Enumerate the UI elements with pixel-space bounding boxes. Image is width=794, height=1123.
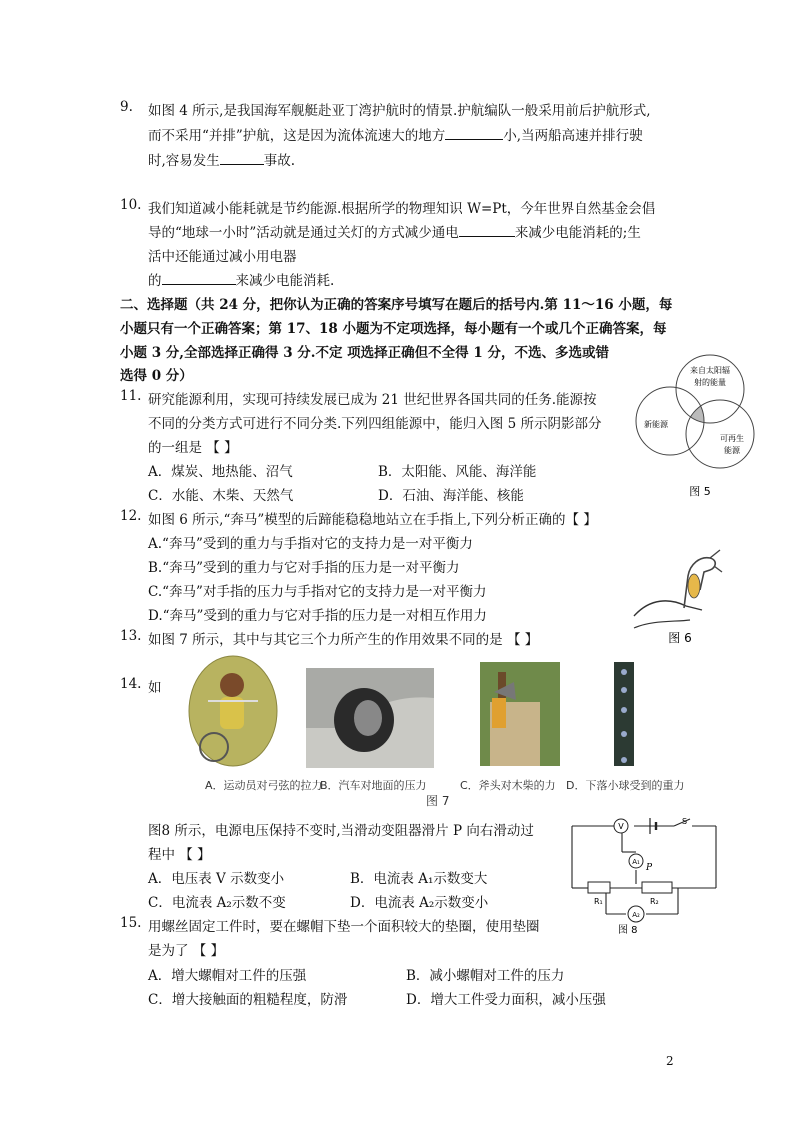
figure-7c-axe-wood-photo [480, 662, 560, 766]
q12-line1: 如图 6 所示,“奔马”模型的后蹄能稳稳地站立在手指上,下列分析正确的【 】 [148, 512, 597, 528]
q11-line3: 的一组是 【 】 [148, 440, 238, 456]
ball [621, 707, 627, 713]
label-renewable: 可再生 [720, 434, 744, 443]
figure-8-circuit-diagram [566, 814, 722, 936]
label-new-energy: 新能源 [644, 420, 668, 429]
q11-number: 11. [120, 388, 142, 404]
figure-5-venn-diagram [632, 343, 758, 503]
q12-option-b: B.“奔马”受到的重力与它对手指的压力是一对平衡力 [148, 560, 460, 576]
horse-yellow-detail [688, 574, 700, 598]
q9-line3: 时,容易发生 事故. [148, 153, 296, 169]
switch-label: S [682, 817, 688, 826]
blank [162, 272, 236, 285]
q10-number: 10. [120, 197, 142, 213]
q14-option-d: D．电流表 A₂示数变小 [350, 895, 489, 911]
q9-line1: 如图 4 所示,是我国海军舰艇赴亚丁湾护航时的情景.护航编队一般采用前后护航形式, [148, 103, 651, 119]
ball [621, 757, 627, 763]
q14-line2: 程中 【 】 [148, 847, 211, 863]
figure-7d-caption: D．下落小球受到的重力 [566, 779, 685, 792]
q9-line2: 而不采用“并排”护航，这是因为流体流速大的地方 小,当两船高速并排行驶 [148, 128, 643, 144]
q12-option-a: A.“奔马”受到的重力与手指对它的支持力是一对平衡力 [148, 536, 473, 552]
rheostat-r2 [642, 882, 672, 893]
background [614, 662, 634, 766]
q15-line2: 是为了 【 】 [148, 943, 225, 959]
page-number: 2 [666, 1054, 674, 1068]
q11-line1: 研究能源利用，实现可持续发展已成为 21 世纪世界各国共同的任务.能源按 [148, 392, 597, 408]
q14-line1: 图8 所示，电源电压保持不变时,当滑动变阻器滑片 P 向右滑动过 [148, 823, 534, 839]
wheel-rim [354, 700, 382, 736]
figure-7d-falling-ball-photo [614, 662, 634, 766]
slider-p-label: P [646, 863, 653, 873]
q15-option-a: A．增大螺帽对工件的压强 [148, 968, 307, 984]
blank [459, 224, 515, 237]
blank [445, 127, 503, 140]
ammeter-a1-label: A₁ [632, 858, 640, 866]
figure-5-caption: 图 5 [689, 485, 711, 498]
figure-7b-caption: B．汽车对地面的压力 [320, 779, 427, 792]
q11-option-b: B．太阳能、风能、海洋能 [378, 464, 537, 480]
rheostat-r2-label: R₂ [650, 897, 659, 906]
ball [621, 731, 627, 737]
q15-option-c: C．增大接触面的粗糙程度，防滑 [148, 992, 348, 1008]
figure-8-caption: 图 8 [618, 925, 638, 936]
split-wood [492, 698, 506, 728]
section2-line3: 小题 3 分,全部选择正确得 3 分.不定 项选择正确但不全得 1 分，不选、多选或错 [120, 345, 609, 361]
voltmeter-label: V [618, 822, 624, 831]
figure-7b-car-tire-photo [306, 668, 434, 768]
q9-number: 9. [120, 99, 133, 115]
figure-7c-caption: C．斧头对木柴的力 [460, 779, 556, 792]
label-solar-2: 射的能量 [694, 378, 726, 387]
ball [621, 669, 627, 675]
hand-outline-lower [634, 620, 690, 628]
q11-option-c: C．水能、木柴、天然气 [148, 488, 294, 504]
q13-line1: 如图 7 所示，其中与其它三个力所产生的作用效果不同的是 【 】 [148, 632, 539, 648]
ammeter-a2-label: A₂ [632, 911, 640, 919]
q10-line4: 的 来减少电能消耗. [148, 273, 335, 289]
resistor-r1-label: R₁ [594, 897, 603, 906]
q12-number: 12. [120, 508, 142, 524]
q14-start: 如 [148, 680, 162, 696]
q11-option-a: A．煤炭、地热能、沼气 [148, 464, 293, 480]
ball [621, 687, 627, 693]
q12-option-d: D.“奔马”受到的重力与它对手指的压力是一对相互作用力 [148, 608, 487, 624]
q10-line1: 我们知道减小能耗就是节约能源.根据所学的物理知识 W=Pt，今年世界自然基金会倡 [148, 201, 656, 217]
archer-head [220, 673, 244, 697]
figure-6-horse-on-finger [630, 536, 728, 646]
q14-option-c: C．电流表 A₂示数不变 [148, 895, 286, 911]
q10-line2: 导的“地球一小时”活动就是通过关灯的方式减少通电 来减少电能消耗的;生 [148, 225, 641, 241]
q15-option-d: D．增大工件受力面积，减小压强 [406, 992, 606, 1008]
q15-line1: 用螺丝固定工件时，要在螺帽下垫一个面积较大的垫圈，使用垫圈 [148, 919, 540, 935]
q14-number: 14. [120, 676, 142, 692]
figure-6-caption: 图 6 [668, 631, 692, 645]
resistor-r1 [588, 882, 610, 893]
section2-line1: 二、选择题（共 24 分，把你认为正确的答案序号填写在题后的括号内.第 11～16 小题，每 [120, 297, 673, 313]
blank [220, 152, 264, 165]
q14-option-a: A．电压表 V 示数变小 [148, 871, 285, 887]
hand-outline [634, 601, 702, 616]
q10-line3: 活中还能通过减小用电器 [148, 249, 297, 265]
q14-option-b: B．电流表 A₁示数变大 [350, 871, 488, 887]
figure-7a-caption: A．运动员对弓弦的拉力 [205, 779, 323, 792]
figure-7-caption: 图 7 [426, 794, 450, 808]
figure-7a-archer-photo [188, 655, 278, 767]
q15-number: 15. [120, 915, 142, 931]
label-solar: 来自太阳辐 [690, 366, 730, 375]
q11-line2: 不同的分类方式可进行不同分类.下列四组能源中，能归入图 5 所示阴影部分 [148, 416, 602, 432]
label-renewable-2: 能源 [724, 446, 740, 455]
q13-number: 13. [120, 628, 142, 644]
q15-option-b: B．减小螺帽对工件的压力 [406, 968, 565, 984]
section2-line4: 选得 0 分） [120, 368, 193, 384]
q11-option-d: D．石油、海洋能、核能 [378, 488, 524, 504]
section2-line2: 小题只有一个正确答案；第 17、18 小题为不定项选择，每小题有一个或几个正确答案，每 [120, 321, 667, 337]
q12-option-c: C.“奔马”对手指的压力与手指对它的支持力是一对平衡力 [148, 584, 487, 600]
